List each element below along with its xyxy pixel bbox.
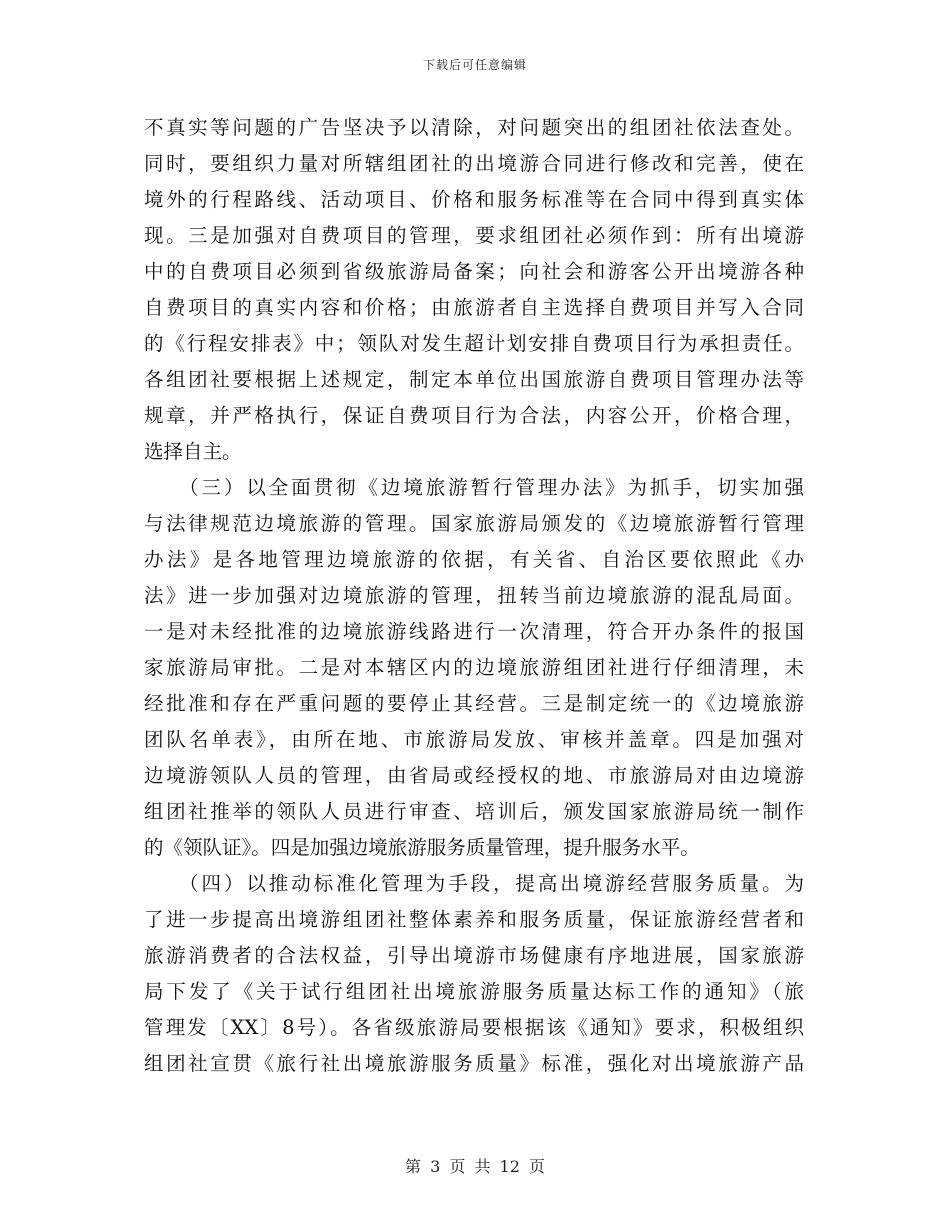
text-line: 经批准和存在严重问题的要停止其经营。三是制定统一的《边境旅游 (144, 692, 804, 715)
text-line: 团队名单表》，由所在地、市旅游局发放、审核并盖章。四是加强对 (144, 728, 804, 751)
text-line: 一是对未经批准的边境旅游线路进行一次清理，符合开办条件的报国 (144, 620, 804, 643)
text-line: 自费项目的真实内容和价格；由旅游者自主选择自费项目并写入合同 (144, 296, 804, 319)
text-line: 选择自主。 (144, 440, 242, 463)
page-footer: 第 3 页 共 12 页 (405, 1157, 545, 1176)
text-line: 旅游消费者的合法权益，引导出境游市场健康有序地进展，国家旅游 (144, 944, 804, 967)
text-line: 规章，并严格执行，保证自费项目行为合法，内容公开，价格合理， (144, 404, 804, 427)
page-header: 下载后可任意编辑 (422, 58, 527, 72)
paragraph-start-line: （四）以推动标准化管理为手段，提高出境游经营服务质量。为 (144, 872, 804, 895)
text-line: 家旅游局审批。二是对本辖区内的边境旅游组团社进行仔细清理，未 (144, 656, 804, 679)
text-line: 境外的行程路线、活动项目、价格和服务标准等在合同中得到真实体 (144, 188, 804, 211)
document-body (144, 110, 804, 1082)
text-line: 组团社宣贯《旅行社出境旅游服务质量》标准，强化对出境旅游产品 (144, 1052, 804, 1075)
text-line: 同时，要组织力量对所辖组团社的出境游合同进行修改和完善，使在 (144, 152, 804, 175)
text-line: 的《行程安排表》中；领队对发生超计划安排自费项目行为承担责任。 (144, 332, 804, 355)
text-line: 组团社推举的领队人员进行审查、培训后，颁发国家旅游局统一制作 (144, 800, 804, 823)
text-line: 管理发〔XX〕8号）。各省级旅游局要根据该《通知》要求，积极组织 (144, 1016, 804, 1039)
paragraph-start-line: （三）以全面贯彻《边境旅游暂行管理办法》为抓手，切实加强 (144, 476, 804, 499)
text-line: 法》进一步加强对边境旅游的管理，扭转当前边境旅游的混乱局面。 (144, 584, 804, 607)
text-line: 与法律规范边境旅游的管理。国家旅游局颁发的《边境旅游暂行管理 (144, 512, 804, 535)
text-line: 各组团社要根据上述规定，制定本单位出国旅游自费项目管理办法等 (144, 368, 804, 391)
text-line: 现。三是加强对自费项目的管理，要求组团社必须作到：所有出境游 (144, 224, 804, 247)
text-line: 局下发了《关于试行组团社出境旅游服务质量达标工作的通知》（旅 (144, 980, 804, 1003)
text-line: 的《领队证》。四是加强边境旅游服务质量管理，提升服务水平。 (144, 836, 700, 859)
text-line: 边境游领队人员的管理，由省局或经授权的地、市旅游局对由边境游 (144, 764, 804, 787)
text-line: 中的自费项目必须到省级旅游局备案；向社会和游客公开出境游各种 (144, 260, 804, 283)
text-line: 办法》是各地管理边境旅游的依据，有关省、自治区要依照此《办 (144, 548, 804, 571)
text-line: 了进一步提高出境游组团社整体素养和服务质量，保证旅游经营者和 (144, 908, 804, 931)
text-line: 不真实等问题的广告坚决予以清除，对问题突出的组团社依法查处。 (144, 116, 804, 139)
